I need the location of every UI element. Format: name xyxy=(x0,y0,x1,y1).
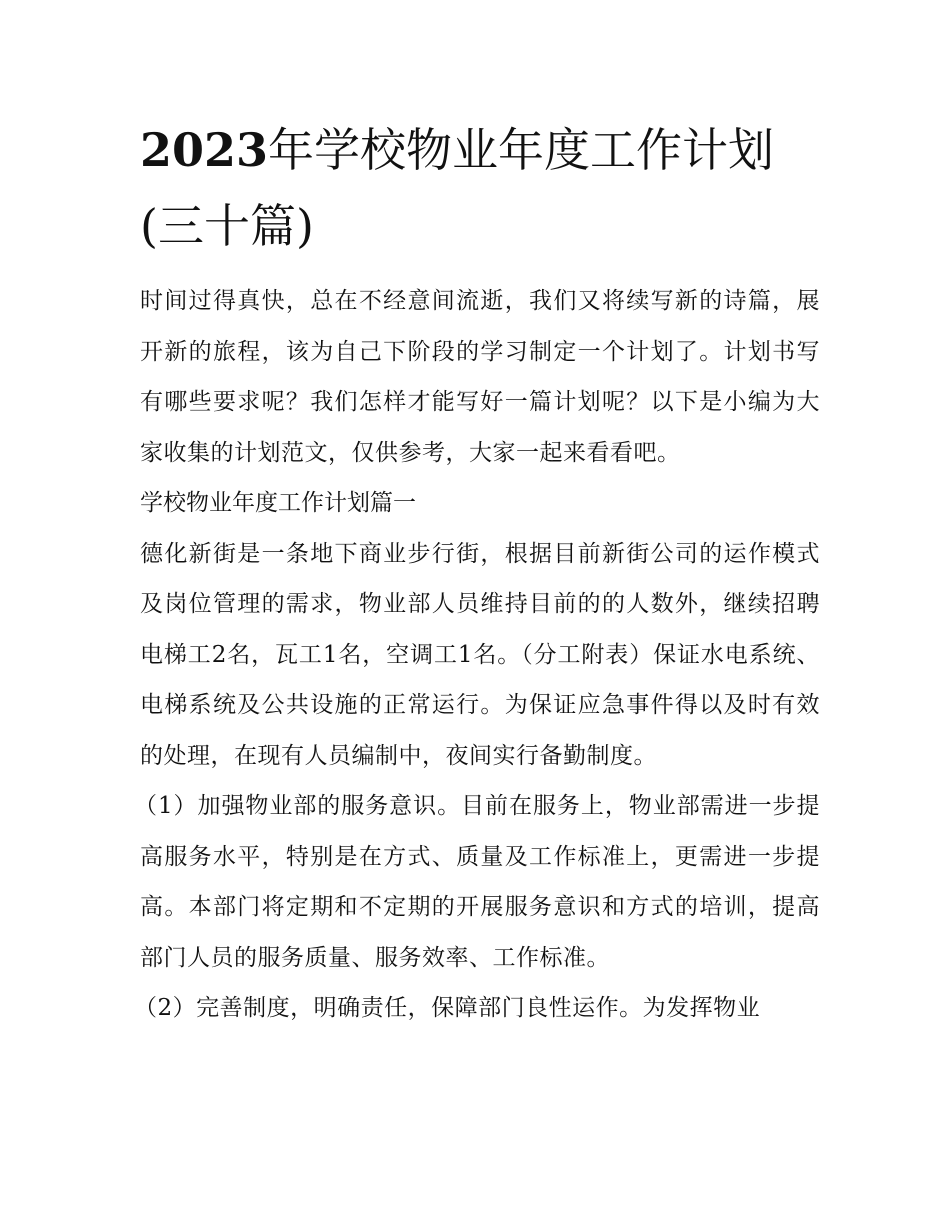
title-text: 年学校物业年度工作计划(三十篇) xyxy=(140,123,775,253)
body-paragraph-2: （1）加强物业部的服务意识。目前在服务上，物业部需进一步提高服务水平，特别是在方式、质量及工作标准上，更需进一步提高。本部门将定期和不定期的开展服务意识和方式的培训，提高部门人员的服务质量、服务效率、工作标准。 xyxy=(134,793,820,971)
body-paragraph-3: （2）完善制度，明确责任，保障部门良性运作。为发挥物业 xyxy=(134,995,761,1021)
intro-paragraph: 时间过得真快，总在不经意间流逝，我们又将续写新的诗篇，展开新的旅程，该为自己下阶段的学习制定一个计划了。计划书写有哪些要求呢？我们怎样才能写好一篇计划呢？以下是小编为大家收集的计划范文，仅供参考，大家一起来看看吧。 xyxy=(140,288,820,466)
section-heading: 学校物业年度工作计划篇一 xyxy=(140,490,416,516)
document-body xyxy=(134,276,820,1034)
body-paragraph-1: 德化新街是一条地下商业步行街，根据目前新街公司的运作模式及岗位管理的需求，物业部人员维持目前的的人数外，继续招聘电梯工2名，瓦工1名，空调工1名。（分工附表）保证水电系统、电梯系统及公共设施的正常运行。为保证应急事件得以及时有效的处理，在现有人员编制中，夜间实行备勤制度。 xyxy=(140,540,820,769)
document-title xyxy=(140,112,820,264)
title-year: 2023 xyxy=(140,123,269,177)
